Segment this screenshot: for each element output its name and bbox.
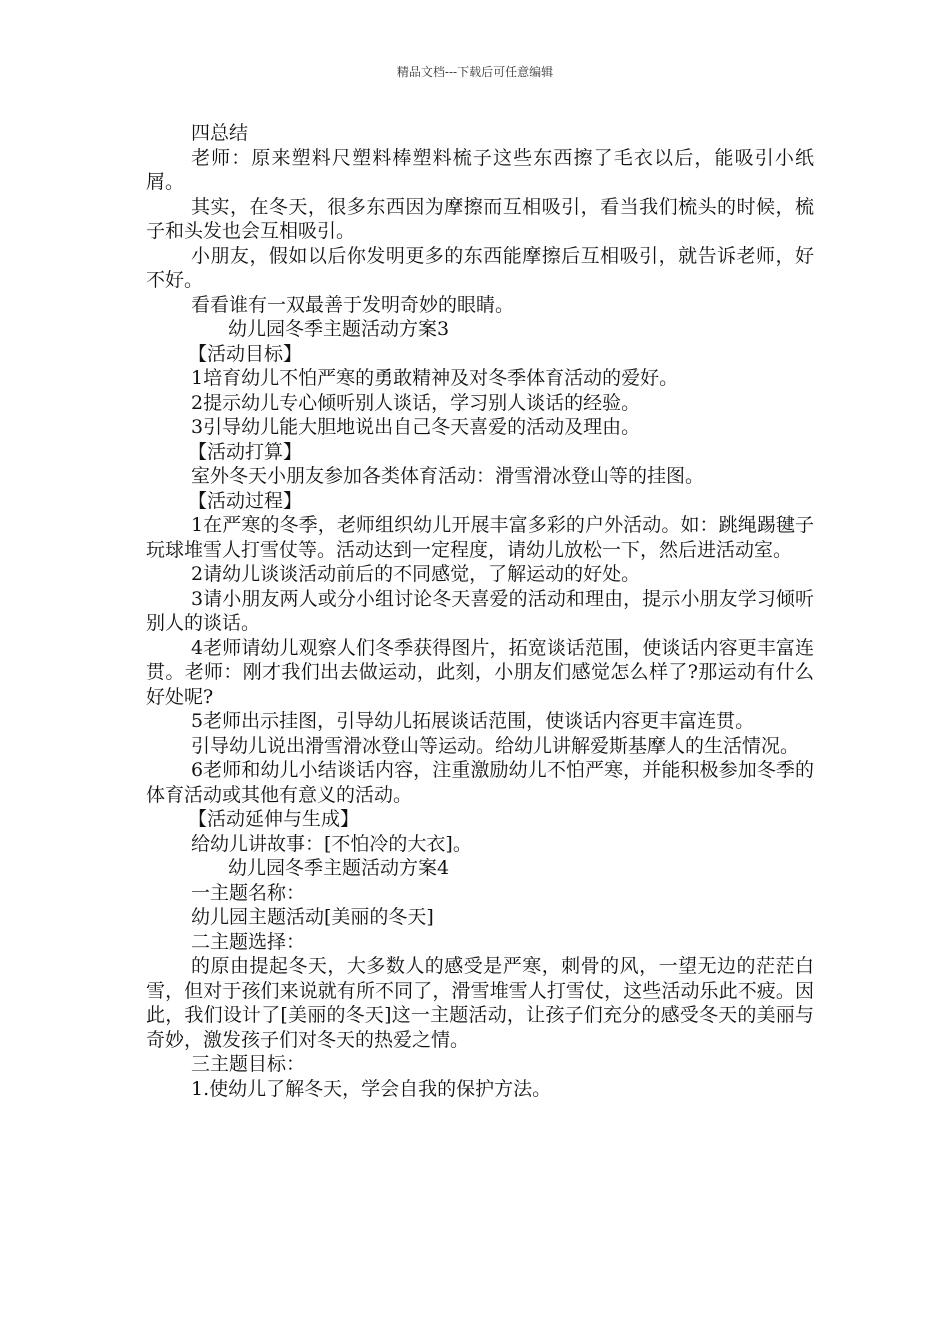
body-paragraph: 其实，在冬天，很多东西因为摩擦而互相吸引，看当我们梳头的时候，梳子和头发也会互相吸引。 [146,195,814,242]
body-paragraph: 三主题目标： [191,1053,306,1075]
body-paragraph: 引导幼儿说出滑雪滑冰登山等运动。给幼儿讲解爱斯基摩人的生活情况。 [191,734,800,757]
body-paragraph: 1.使幼儿了解冬天，学会自我的保护方法。 [191,1077,552,1100]
body-paragraph: 3请小朋友两人或分小组讨论冬天喜爱的活动和理由，提示小朋友学习倾听别人的谈话。 [146,587,814,634]
body-paragraph: 幼儿园主题活动[美丽的冬天] [191,906,434,928]
body-paragraph: 的原由提起冬天，大多数人的感受是严寒，刺骨的风，一望无边的茫茫白雪，但对于孩们来说就有所不同了，滑雪堆雪人打雪仗，这些活动乐此不疲。因此，我们设计了[美丽的冬天]这一主题活动，让孩子们充分的感受冬天的美丽与奇妙，激发孩子们对冬天的热爱之情。 [146,955,814,1051]
document-body [146,121,814,1101]
section-title: 幼儿园冬季主题活动方案4 [228,857,450,879]
section-heading: 【活动延伸与生成】 [188,808,360,830]
body-paragraph: 6老师和幼儿小结谈话内容，注重激励幼儿不怕严寒，并能积极参加冬季的体育活动或其他有意义的活动。 [146,759,814,806]
body-paragraph: 3引导幼儿能大胆地说出自己冬天喜爱的活动及理由。 [191,416,641,438]
section-title: 幼儿园冬季主题活动方案3 [228,318,450,340]
body-paragraph: 小朋友，假如以后你发明更多的东西能摩擦后互相吸引，就告诉老师，好不好。 [146,244,814,291]
body-paragraph: 1培育幼儿不怕严寒的勇敢精神及对冬季体育活动的爱好。 [191,367,679,389]
body-paragraph: 室外冬天小朋友参加各类体育活动：滑雪滑冰登山等的挂图。 [191,465,705,487]
body-paragraph: 给幼儿讲故事：[不怕冷的大衣]。 [191,832,472,855]
section-heading: 【活动目标】 [188,342,303,365]
body-paragraph: 5老师出示挂图，引导幼儿拓展谈话范围，使谈话内容更丰富连贯。 [191,710,755,732]
section-heading: 【活动过程】 [188,489,303,512]
body-paragraph: 2提示幼儿专心倾听别人谈话，学习别人谈话的经验。 [191,391,641,414]
body-paragraph: 看看谁有一双最善于发明奇妙的眼睛。 [191,293,515,316]
body-paragraph: 一主题名称： [191,881,306,904]
body-paragraph: 四总结 [191,122,249,144]
body-paragraph: 1在严寒的冬季，老师组织幼儿开展丰富多彩的户外活动。如：跳绳踢毽子玩球堆雪人打雪仗等。活动达到一定程度，请幼儿放松一下，然后进活动室。 [146,514,814,561]
page-header: 精品文档---下载后可任意编辑 [396,65,554,79]
body-paragraph: 2请幼儿谈谈活动前后的不同感觉，了解运动的好处。 [191,563,641,585]
section-heading: 【活动打算】 [188,440,303,463]
body-paragraph: 老师：原来塑料尺塑料棒塑料梳子这些东西擦了毛衣以后，能吸引小纸屑。 [146,146,814,193]
body-paragraph: 4老师请幼儿观察人们冬季获得图片，拓宽谈话范围，使谈话内容更丰富连贯。老师：刚才我们出去做运动，此刻，小朋友们感觉怎么样了?那运动有什么好处呢? [146,636,814,708]
body-paragraph: 二主题选择： [191,930,306,953]
